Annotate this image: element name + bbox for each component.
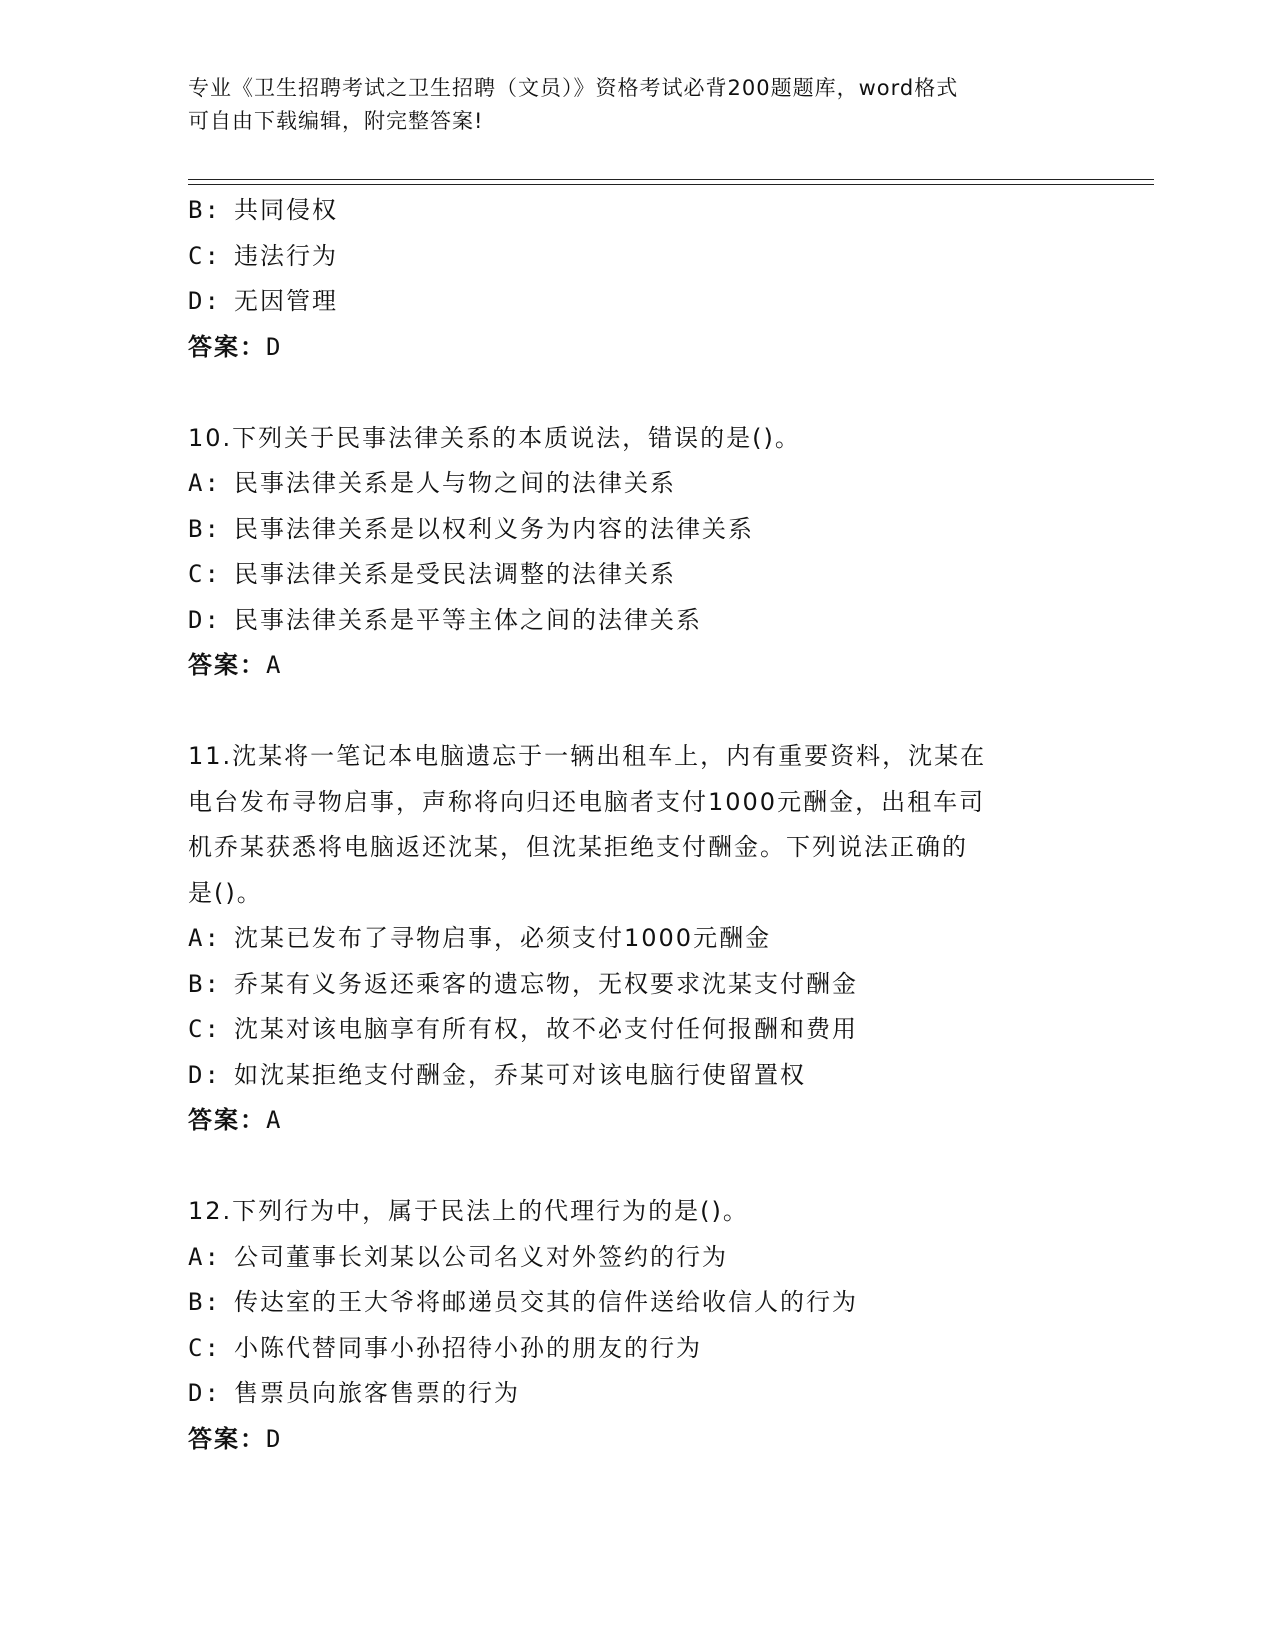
answer-value: D <box>266 332 283 361</box>
answer-label: 答案： <box>188 332 266 361</box>
answer-label: 答案： <box>188 651 266 679</box>
option-text: 共同侵权 <box>234 196 338 224</box>
question-stem-line: 11.沈某将一笔记本电脑遗忘于一辆出租车上，内有重要资料，沈某在 <box>188 742 987 770</box>
option-letter: C: <box>188 560 221 588</box>
option-letter: A: <box>188 469 221 497</box>
option-d <box>188 598 1088 644</box>
question-stem-line: 是()。 <box>188 878 263 907</box>
option-text: 沈某已发布了寻物启事，必须支付1000元酬金 <box>234 924 772 952</box>
header-divider-bottom <box>188 184 1154 185</box>
option-text: 民事法律关系是以权利义务为内容的法律关系 <box>234 514 754 543</box>
question-list <box>188 188 1088 1462</box>
question-11 <box>188 734 1088 1144</box>
option-text: 沈某对该电脑享有所有权，故不必支付任何报酬和费用 <box>234 1015 858 1043</box>
question-stem: 10.下列关于民事法律关系的本质说法，错误的是()。 <box>188 423 801 452</box>
option-letter: A: <box>188 924 221 952</box>
page-header <box>188 72 1068 138</box>
option-letter: D: <box>188 1060 221 1089</box>
option-c <box>188 1326 1088 1372</box>
option-d <box>188 279 1088 325</box>
header-title-line-2: 可自由下载编辑，附完整答案! <box>188 109 484 133</box>
option-text: 民事法律关系是受民法调整的法律关系 <box>234 560 676 588</box>
option-c <box>188 234 1088 280</box>
option-text: 传达室的王大爷将邮递员交其的信件送给收信人的行为 <box>234 1288 858 1316</box>
option-text: 民事法律关系是人与物之间的法律关系 <box>234 469 676 497</box>
spacer <box>188 1144 1088 1190</box>
option-text: 无因管理 <box>234 287 338 315</box>
question-10 <box>188 416 1088 689</box>
answer-label: 答案： <box>188 1424 266 1453</box>
option-d <box>188 1371 1088 1417</box>
option-a <box>188 916 1088 962</box>
answer-value: D <box>266 1424 283 1453</box>
answer-line <box>188 1098 1088 1144</box>
option-letter: C: <box>188 1015 221 1043</box>
option-letter: D: <box>188 605 221 634</box>
option-letter: B: <box>188 196 221 224</box>
question-stem: 12.下列行为中，属于民法上的代理行为的是()。 <box>188 1197 749 1225</box>
question-9 <box>188 188 1088 370</box>
option-text: 违法行为 <box>234 241 338 270</box>
option-text: 乔某有义务返还乘客的遗忘物，无权要求沈某支付酬金 <box>234 969 858 998</box>
option-text: 售票员向旅客售票的行为 <box>234 1379 520 1407</box>
option-c <box>188 552 1088 598</box>
option-a <box>188 1235 1088 1281</box>
answer-value: A <box>266 651 283 679</box>
answer-line <box>188 325 1088 371</box>
option-d <box>188 1053 1088 1099</box>
question-stem-line: 机乔某获悉将电脑返还沈某，但沈某拒绝支付酬金。下列说法正确的 <box>188 833 968 861</box>
option-letter: A: <box>188 1242 221 1271</box>
option-letter: B: <box>188 1288 221 1316</box>
answer-label: 答案： <box>188 1106 266 1134</box>
option-text: 公司董事长刘某以公司名义对外签约的行为 <box>234 1242 728 1271</box>
option-letter: D: <box>188 287 221 315</box>
spacer <box>188 689 1088 735</box>
option-c <box>188 1007 1088 1053</box>
answer-line <box>188 1417 1088 1463</box>
option-b <box>188 507 1088 553</box>
question-12 <box>188 1189 1088 1462</box>
option-letter: C: <box>188 241 221 270</box>
option-b <box>188 1280 1088 1326</box>
option-b <box>188 962 1088 1008</box>
option-letter: D: <box>188 1379 221 1407</box>
option-letter: B: <box>188 969 221 998</box>
option-text: 民事法律关系是平等主体之间的法律关系 <box>234 605 702 634</box>
option-text: 如沈某拒绝支付酬金，乔某可对该电脑行使留置权 <box>234 1060 806 1089</box>
option-letter: C: <box>188 1333 221 1362</box>
header-divider-top <box>188 179 1154 180</box>
option-letter: B: <box>188 514 221 543</box>
option-text: 小陈代替同事小孙招待小孙的朋友的行为 <box>234 1333 702 1362</box>
question-stem-line: 电台发布寻物启事，声称将向归还电脑者支付1000元酬金，出租车司 <box>188 787 986 816</box>
answer-line <box>188 643 1088 689</box>
option-a <box>188 461 1088 507</box>
header-title-line-1: 专业《卫生招聘考试之卫生招聘（文员）》资格考试必背200题题库，word格式 <box>188 76 959 100</box>
spacer <box>188 370 1088 416</box>
answer-value: A <box>266 1106 283 1134</box>
option-b <box>188 188 1088 234</box>
